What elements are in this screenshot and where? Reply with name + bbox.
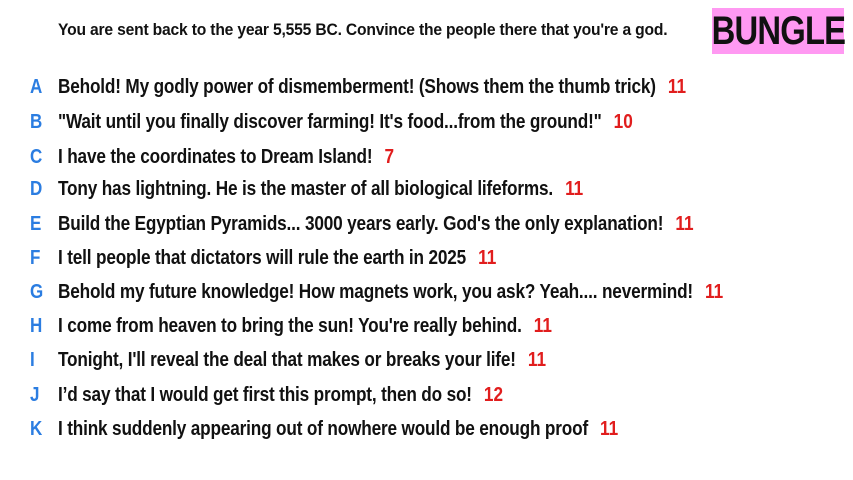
answer-row-j xyxy=(0,378,853,412)
answer-score: 11 xyxy=(527,348,547,371)
prompt-text: You are sent back to the year 5,555 BC. Convince the people there that you're a god. xyxy=(58,20,668,39)
answer-letter: A xyxy=(30,75,43,98)
answer-row-f xyxy=(0,241,853,275)
answer-letter: I xyxy=(30,348,35,371)
answer-text: Tony has lightning. He is the master of all biological lifeforms. xyxy=(58,177,554,200)
answer-text: Behold! My godly power of dismemberment! (Shows them the thumb trick) xyxy=(58,75,656,98)
answer-row-b xyxy=(0,105,853,139)
answer-text: I have the coordinates to Dream Island! xyxy=(58,145,373,168)
answer-text: I’d say that I would get first this prompt, then do so! xyxy=(58,383,472,406)
answer-letter: J xyxy=(30,383,40,406)
answer-score: 10 xyxy=(613,110,633,133)
bungle-logo xyxy=(712,8,844,54)
answer-letter: C xyxy=(30,145,43,168)
answer-score: 11 xyxy=(705,280,724,303)
answer-score: 11 xyxy=(675,212,694,235)
answer-text: Build the Egyptian Pyramids... 3000 years early. God's the only explanation! xyxy=(58,212,664,235)
answer-score: 7 xyxy=(384,145,395,168)
answer-score: 11 xyxy=(667,75,687,98)
answer-row-i xyxy=(0,343,853,377)
answer-letter: F xyxy=(30,246,41,269)
answer-text: Behold my future knowledge! How magnets work, you ask? Yeah.... nevermind! xyxy=(58,280,693,303)
answer-score: 11 xyxy=(533,314,552,337)
answer-score: 11 xyxy=(565,177,584,200)
answer-text: I come from heaven to bring the sun! You're really behind. xyxy=(58,314,522,337)
answer-row-c xyxy=(0,140,853,174)
answer-letter: G xyxy=(30,280,44,303)
answer-text: Tonight, I'll reveal the deal that makes or breaks your life! xyxy=(58,348,516,371)
answer-text: I tell people that dictators will rule the earth in 2025 xyxy=(58,246,467,269)
answer-letter: K xyxy=(30,417,43,440)
answer-letter: B xyxy=(30,110,43,133)
answer-score: 12 xyxy=(483,383,504,406)
answer-text: I think suddenly appearing out of nowhere would be enough proof xyxy=(58,417,589,440)
answer-row-e xyxy=(0,207,853,241)
answer-letter: E xyxy=(30,212,42,235)
answer-row-k xyxy=(0,412,853,446)
answer-text: "Wait until you finally discover farming! It's food...from the ground!" xyxy=(58,110,602,133)
logo-text: BUNGLE xyxy=(711,9,845,53)
answer-score: 11 xyxy=(600,417,619,440)
answer-letter: H xyxy=(30,314,43,337)
answer-letter: D xyxy=(30,177,43,200)
answer-row-g xyxy=(0,275,853,309)
answer-row-h xyxy=(0,309,853,343)
answer-row-a xyxy=(0,70,853,104)
answer-score: 11 xyxy=(478,246,497,269)
answer-row-d xyxy=(0,172,853,206)
